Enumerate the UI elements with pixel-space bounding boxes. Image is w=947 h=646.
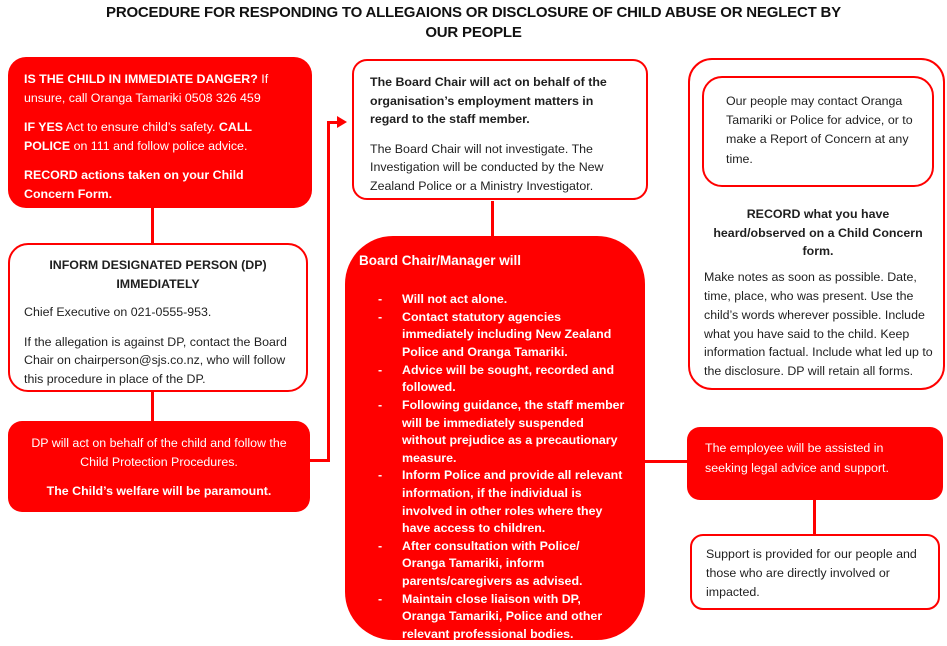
connector-employee-to-support (813, 500, 816, 534)
record-heading: RECORD what you have heard/observed on a Child Concern form. (713, 207, 923, 259)
connector-inform-to-dpact (151, 392, 154, 421)
danger-question-bold: IS THE CHILD IN IMMEDIATE DANGER? (24, 72, 258, 86)
dash-bullet: - (378, 362, 383, 377)
connector-actions-to-employee (645, 460, 687, 463)
contact-anytime-box: Our people may contact Oranga Tamariki or Police for advice, or to make a Report of Concern at any time. (702, 76, 934, 187)
board-chair-employment-box (352, 59, 648, 200)
dp-act-paragraph: DP will act on behalf of the child and follow the Child Protection Procedures. (31, 436, 287, 469)
dash-bullet: - (378, 591, 383, 606)
list-item (378, 309, 625, 362)
allegation-against-dp-paragraph: If the allegation is against DP, contact the Board Chair on chairperson@sjs.co.nz, who will follow this procedure in place of the DP. (24, 334, 287, 387)
page-title-line2: OUR PEOPLE (425, 24, 522, 41)
bc-actions-heading: Board Chair/Manager will (359, 253, 522, 268)
employee-assistance-box: The employee will be assisted in seeking legal advice and support. (687, 427, 943, 500)
dp-act-box (8, 421, 310, 512)
police-advice-text: on 111 and follow police advice. (70, 138, 248, 153)
bc-employment-bold-paragraph: The Board Chair will act on behalf of the organisation’s employment matters in regard to the staff member. (370, 75, 607, 127)
page-title (0, 3, 947, 43)
dash-bullet: - (378, 397, 383, 412)
list-item (378, 467, 625, 537)
danger-paragraph-1 (24, 70, 296, 107)
danger-question-rest: If unsure, call Oranga Tamariki 0508 326 459 (24, 72, 269, 105)
bc-actions-list (378, 291, 625, 643)
list-item (378, 591, 625, 644)
bullet-text: Contact statutory agencies immediately including New Zealand Police and Oranga Tamariki. (402, 309, 612, 360)
dash-bullet: - (378, 468, 383, 483)
bullet-text: Will not act alone. (402, 292, 508, 307)
bullet-text: Inform Police and provide all relevant information, if the individual is involved in other roles where they have access to children. (402, 468, 623, 536)
board-chair-actions-box (345, 236, 645, 640)
list-item (378, 538, 625, 591)
bullet-text: Maintain close liaison with DP, Oranga Tamariki, Police and other relevant professional bodies. (402, 591, 603, 641)
bullet-text: Following guidance, the staff member will be immediately suspended without prejudice as a precautionary measure. (402, 397, 625, 465)
people-support-box: Support is provided for our people and those who are directly involved or impacted. (690, 534, 940, 610)
call-police-bold: CALL POLICE (24, 120, 252, 153)
record-body-paragraph: Make notes as soon as possible. Date, time, place, who was present. Use the child’s words wherever possible. Include what you have said to the child. Keep information factual. Include what led up to the disclosure. DP will retain all forms. (704, 270, 933, 379)
dash-bullet: - (378, 538, 383, 553)
bullet-text: After consultation with Police/ Oranga Tamariki, inform parents/caregivers as advised. (402, 538, 583, 588)
child-welfare-paragraph: The Child’s welfare will be paramount. (46, 484, 272, 499)
list-item (378, 397, 625, 467)
bc-no-investigate-paragraph: The Board Chair will not investigate. The Investigation will be conducted by the New Zealand Police or a Ministry Investigator. (370, 141, 604, 194)
inform-dp-box (8, 243, 308, 392)
chief-executive-paragraph: Chief Executive on 021-0555-953. (24, 305, 212, 320)
dash-bullet: - (378, 292, 383, 307)
list-item (378, 291, 625, 309)
page-title-line1: PROCEDURE FOR RESPONDING TO ALLEGAIONS OR DISCLOSURE OF CHILD ABUSE OR NEGLECT BY (106, 4, 841, 21)
if-yes-bold: IF YES (24, 120, 64, 135)
inform-dp-heading: INFORM DESIGNATED PERSON (DP) IMMEDIATELY (49, 258, 267, 291)
connector-dpact-vertical (327, 121, 330, 462)
dash-bullet: - (378, 309, 383, 324)
danger-record-paragraph: RECORD actions taken on your Child Concern Form. (24, 168, 244, 202)
immediate-danger-box (8, 57, 312, 208)
list-item (378, 362, 625, 397)
record-panel-box (688, 58, 945, 390)
connector-employment-to-actions (491, 201, 494, 236)
arrow-right-icon (337, 116, 347, 128)
bullet-text: Advice will be sought, recorded and followed. (402, 362, 615, 395)
connector-danger-to-inform (151, 208, 154, 243)
act-safety-text: Act to ensure child’s safety. (63, 120, 219, 135)
danger-paragraph-2 (24, 118, 296, 155)
